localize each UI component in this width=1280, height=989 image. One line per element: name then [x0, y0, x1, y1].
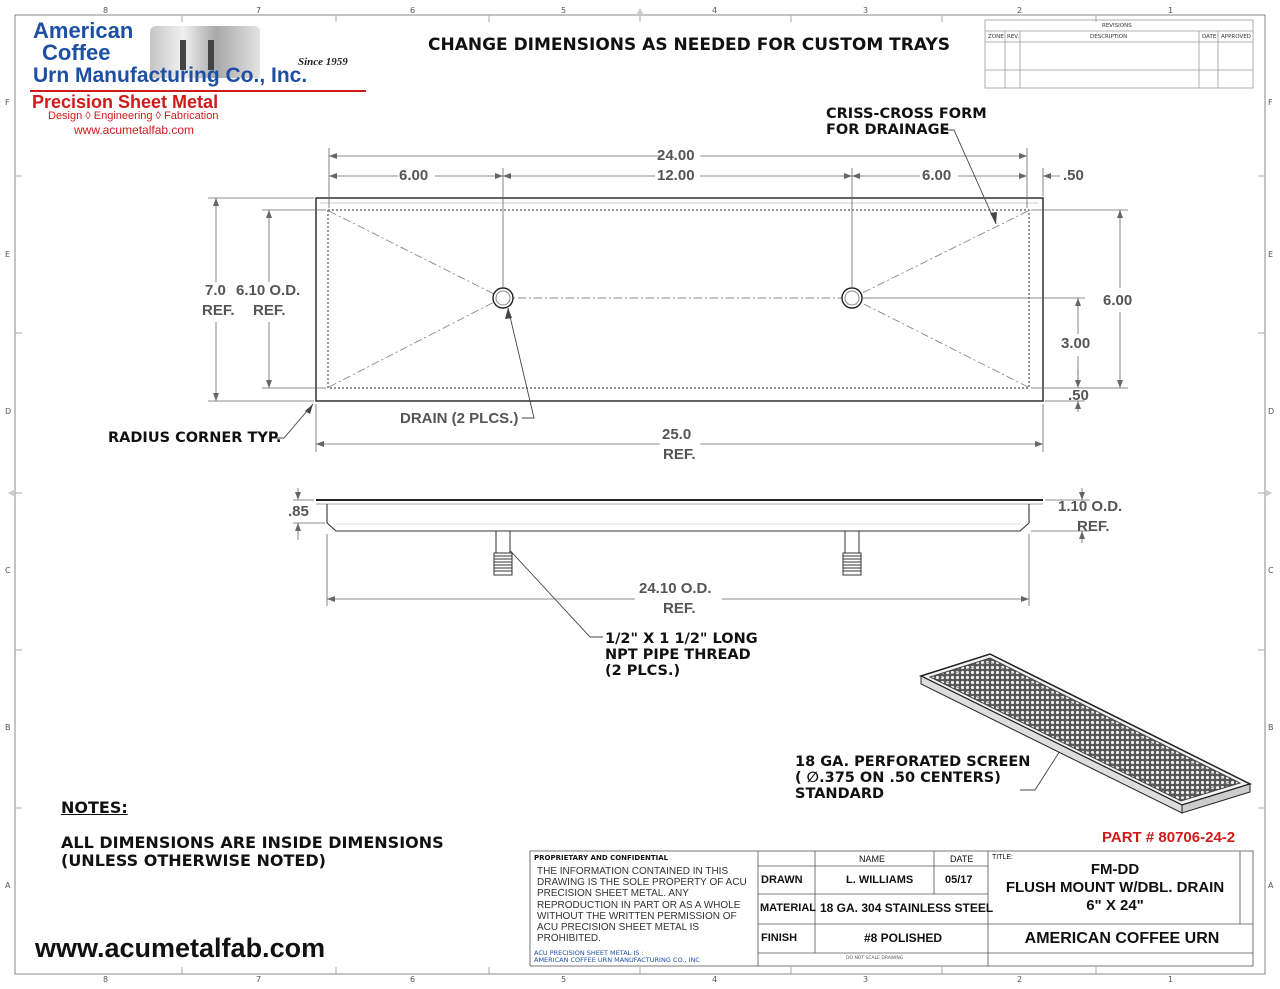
zone-bottom-1: 1	[1168, 975, 1174, 984]
zone-top-6: 6	[410, 6, 416, 15]
rev-col-approved: APPROVED	[1221, 34, 1251, 40]
zone-bottom-3: 3	[863, 975, 869, 984]
zone-right-c: C	[1268, 566, 1274, 575]
tb-prop-text: THE INFORMATION CONTAINED IN THIS DRAWING IS THE SOLE PROPERTY OF ACU PRECISION SHEET METAL. ANY REPRODUCTION IN PART OR AS A WHOLE WITHOUT THE WRITTEN PERMISSION OF ACU PRECISION SHEET METAL IS PROHIBITED.	[537, 866, 747, 945]
callout-radius: RADIUS CORNER TYP.	[108, 430, 282, 446]
tb-title-line1: FM-DD	[1090, 861, 1140, 878]
callout-screen-1: 18 GA. PERFORATED SCREEN	[795, 754, 1031, 770]
zone-right-b: B	[1268, 723, 1274, 732]
zone-bottom-5: 5	[561, 975, 567, 984]
zone-left-d: D	[5, 407, 12, 416]
zone-top-4: 4	[712, 6, 718, 15]
center-mark-left	[8, 489, 15, 497]
callout-criss-cross-2: FOR DRAINAGE	[826, 122, 950, 138]
callout-screen-2: ( ∅.375 ON .50 CENTERS)	[795, 770, 1001, 786]
tb-material-label: MATERIAL	[760, 902, 817, 914]
callout-thread-3: (2 PLCS.)	[605, 663, 681, 679]
notes-line1: ALL DIMENSIONS ARE INSIDE DIMENSIONS	[61, 833, 444, 852]
tb-title-line3: 6" X 24"	[1086, 897, 1144, 914]
tb-finish-label: FINISH	[761, 932, 798, 944]
zone-bottom-7: 7	[256, 975, 262, 984]
center-mark-top	[636, 8, 644, 15]
dim-od110: 1.10 O.D.	[1058, 498, 1123, 515]
zone-bottom-4: 4	[712, 975, 718, 984]
logo-services: Design ◊ Engineering ◊ Fabrication	[48, 110, 219, 122]
zone-top-2: 2	[1017, 6, 1023, 15]
zone-left-e: E	[5, 250, 11, 259]
zone-top-8: 8	[103, 6, 109, 15]
rev-col-description: DESCRIPTION	[1090, 34, 1128, 40]
company-logo	[30, 18, 370, 138]
zone-left-b: B	[5, 723, 11, 732]
tb-acu-line: ACU PRECISION SHEET METAL IS :	[534, 949, 644, 957]
tb-name-header: NAME	[859, 854, 886, 864]
dim-h050: .50	[1068, 387, 1089, 404]
zone-right-d: D	[1268, 407, 1275, 416]
zone-right-f: F	[1268, 98, 1273, 107]
tb-finish-value: #8 POLISHED	[864, 931, 943, 945]
dim-center-12: 12.00	[657, 167, 695, 184]
zone-bottom-2: 2	[1017, 975, 1023, 984]
zone-right-e: E	[1268, 250, 1274, 259]
tray-side-view	[316, 500, 1043, 575]
top-view-dimension-lines	[208, 148, 1128, 452]
logo-since: Since 1959	[298, 56, 348, 68]
callout-criss-cross-1: CRISS-CROSS FORM	[826, 106, 987, 122]
rev-col-date: DATE	[1202, 34, 1217, 40]
sheet-border	[15, 15, 1265, 974]
dim-h300: 3.00	[1061, 335, 1091, 352]
dim-depth085: .85	[288, 503, 309, 520]
notes-line2: (UNLESS OTHERWISE NOTED)	[61, 851, 326, 870]
dim-h610: 6.10 O.D.	[236, 282, 301, 299]
rev-col-rev: REV.	[1007, 34, 1020, 40]
footer-url[interactable]: www.acumetalfab.com	[35, 933, 326, 963]
logo-line2: Coffee	[42, 40, 111, 65]
zone-left-a: A	[5, 881, 11, 890]
dim-w250: 25.0	[662, 426, 692, 443]
zone-top-5: 5	[561, 6, 567, 15]
zone-top-7: 7	[256, 6, 262, 15]
dim-right-050: .50	[1063, 167, 1084, 184]
tb-acu-company: AMERICAN COFFEE URN MANUFACTURING CO., INC	[534, 956, 700, 964]
dim-od2410-ref: REF.	[663, 600, 696, 617]
tb-do-not-scale: DO NOT SCALE DRAWING	[846, 956, 904, 961]
tb-proprietary: PROPRIETARY AND CONFIDENTIAL	[534, 854, 669, 862]
logo-line1: American	[33, 18, 134, 43]
dim-h70: 7.0	[205, 282, 226, 299]
callout-thread-1: 1/2" X 1 1/2" LONG	[605, 631, 758, 647]
tray-inner-edge	[328, 210, 1029, 388]
page-title: CHANGE DIMENSIONS AS NEEDED FOR CUSTOM TRAYS	[428, 35, 950, 55]
dim-od110-ref: REF.	[1077, 518, 1110, 535]
dim-od2410: 24.10 O.D.	[639, 580, 712, 597]
tb-title-line2: FLUSH MOUNT W/DBL. DRAIN	[1005, 879, 1225, 896]
dim-h70-ref: REF.	[202, 302, 235, 319]
zone-top-1: 1	[1168, 6, 1174, 15]
tray-top-view	[316, 198, 1043, 401]
tb-date-header: DATE	[950, 854, 974, 864]
center-mark-right	[1265, 489, 1272, 497]
revisions-title: REVISIONS	[1102, 23, 1132, 29]
zone-left-f: F	[5, 98, 10, 107]
logo-url[interactable]: www.acumetalfab.com	[74, 123, 195, 137]
tb-drawn-label: DRAWN	[761, 874, 803, 886]
revisions-table	[985, 20, 1253, 88]
zone-right-a: A	[1268, 881, 1274, 890]
callout-screen-3: STANDARD	[795, 786, 885, 802]
notes-heading: NOTES:	[61, 798, 128, 817]
perforated-screen-iso	[921, 654, 1250, 813]
dimension-arrows	[213, 153, 1123, 447]
dim-overall-24: 24.00	[657, 147, 695, 164]
zone-bottom-8: 8	[103, 975, 109, 984]
dim-right-6: 6.00	[922, 167, 952, 184]
logo-line3: Urn Manufacturing Co., Inc.	[33, 64, 308, 87]
zone-ticks	[15, 15, 1265, 974]
rev-col-zone: ZONE	[988, 34, 1004, 40]
dim-h600: 6.00	[1103, 292, 1133, 309]
dim-w250-ref: REF.	[663, 446, 696, 463]
tray-outer-edge	[316, 198, 1043, 401]
logo-precision: Precision Sheet Metal	[32, 92, 219, 112]
dim-left-6: 6.00	[399, 167, 429, 184]
zone-bottom-6: 6	[410, 975, 416, 984]
callout-thread-2: NPT PIPE THREAD	[605, 647, 751, 663]
tb-drawn-name: L. WILLIAMS	[846, 874, 914, 886]
criss-cross-form	[329, 211, 1028, 387]
zone-left-c: C	[5, 566, 11, 575]
dim-h610-ref: REF.	[253, 302, 286, 319]
tb-drawn-date: 05/17	[945, 874, 973, 886]
callout-drain: DRAIN (2 PLCS.)	[400, 410, 519, 427]
tb-material-value: 18 GA. 304 STAINLESS STEEL	[820, 901, 994, 915]
tb-company: AMERICAN COFFEE URN	[1024, 930, 1220, 947]
part-number: PART # 80706-24-2	[1102, 829, 1236, 846]
zone-top-3: 3	[863, 6, 869, 15]
tb-title-header: TITLE:	[992, 854, 1014, 861]
